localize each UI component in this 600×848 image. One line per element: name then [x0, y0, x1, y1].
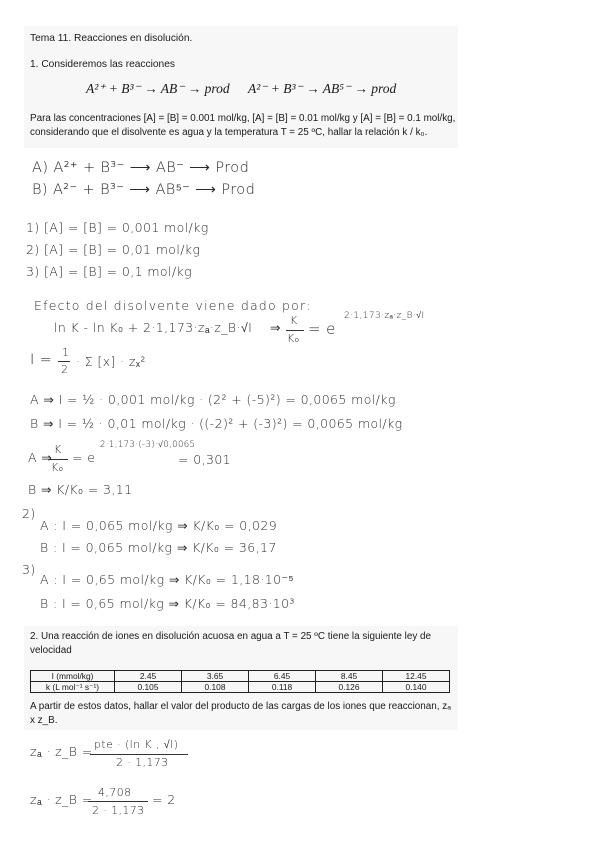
table-cell: 3.65	[182, 671, 249, 682]
table-row	[31, 682, 450, 693]
handwritten-calc-b: B ⇒ I = ½ · 0,01 mol/kg · ((-2)² + (-3)²) = 0,0065 mol/kg	[30, 416, 403, 431]
table-cell: 0.118	[249, 682, 316, 693]
table-cell: k (L mol⁻¹ s⁻¹)	[31, 682, 115, 693]
ratio-a-fraction-bar	[50, 459, 68, 460]
problem-2-line-2: velocidad	[30, 645, 72, 656]
problem-1-statement-line-1: Para las concentraciones [A] = [B] = 0.001 mol/kg, [A] = [B] = 0.01 mol/kg y [A] = [B] = 0.1 mol/kg,	[30, 113, 456, 124]
table-cell: 2.45	[115, 671, 182, 682]
handwritten-equation-a: A) A²⁺ + B³⁻ ⟶ AB⁻ ⟶ Prod	[32, 160, 250, 176]
table-cell: I (mmol/kg)	[31, 671, 115, 682]
handwritten-case-3-a: A : I = 0,65 mol/kg ⇒ K/K₀ = 1,18·10⁻⁵	[40, 572, 295, 587]
handwritten-calc-a: A ⇒ I = ½ · 0,001 mol/kg · (2² + (-5)²) = 0,0065 mol/kg	[30, 392, 396, 407]
handwritten-case-1: 1) [A] = [B] = 0,001 mol/kg	[26, 220, 209, 235]
handwritten-case-3: 3) [A] = [B] = 0,1 mol/kg	[26, 264, 192, 279]
handwritten-ratio-a-exponent: 2·1,173·(-3)·√0,0065	[100, 440, 196, 450]
handwritten-case-2-a: A : I = 0,065 mol/kg ⇒ K/K₀ = 0,029	[40, 518, 278, 533]
handwritten-case-2: 2) [A] = [B] = 0,01 mol/kg	[26, 242, 201, 257]
handwritten-ionic-half-den: 2	[61, 363, 69, 376]
problem-2-question-line-1: A partir de estos datos, hallar el valor del producto de las cargas de los iones que reaccionan, zₐ	[30, 701, 451, 712]
table-cell: 0.140	[383, 682, 450, 693]
handwritten-step-1-num: pte · (ln K , √I)	[94, 738, 179, 751]
table-cell: 0.126	[316, 682, 383, 693]
handwritten-solvent-effect: Efecto del disolvente viene dado por:	[34, 298, 312, 313]
table-cell: 12.45	[383, 671, 450, 682]
formula-fraction-bar	[286, 330, 304, 331]
handwritten-step-1-den: 2 · 1,173	[116, 756, 169, 769]
table-cell: 0.105	[115, 682, 182, 693]
table-cell: 8.45	[316, 671, 383, 682]
handwritten-ratio-a-eq: = e	[72, 450, 96, 465]
handwritten-case-3-b: B : I = 0,65 mol/kg ⇒ K/K₀ = 84,83·10³	[40, 596, 295, 611]
table-cell: 6.45	[249, 671, 316, 682]
handwritten-ionic-half-num: 1	[62, 346, 70, 359]
handwritten-ratio-a-prefix: A ⇒	[28, 450, 53, 465]
handwritten-step-2-result: = 2	[152, 792, 176, 807]
handwritten-step-2-den: 2 · 1,173	[92, 804, 145, 817]
handwritten-ratio-a-result: = 0,301	[178, 452, 232, 467]
problem-2-question-line-2: x z_B.	[30, 715, 58, 726]
handwritten-formula-lhs: ln K - ln K₀ + 2·1,173·zₐ·z_B·√I	[54, 320, 253, 335]
handwritten-label-2: 2)	[22, 506, 36, 521]
handwritten-step-2-num: 4,708	[98, 786, 132, 799]
step-1-fraction-bar	[90, 754, 188, 755]
ionic-half-bar	[58, 361, 70, 362]
handwritten-formula-frac-num: K	[290, 314, 298, 327]
table-row	[31, 671, 450, 682]
handwritten-ratio-a-num: K	[54, 443, 62, 456]
handwritten-formula-rhs: = e	[308, 320, 336, 338]
handwritten-ionic-strength-rhs: · Σ [x] · zₓ²	[76, 354, 146, 369]
handwritten-formula-arrow: ⇒	[270, 320, 281, 335]
handwritten-step-2-lhs: zₐ · z_B =	[30, 792, 93, 807]
reaction-1: A²⁺ + B³⁻ → AB⁻ → prod	[86, 81, 230, 96]
handwritten-step-1-lhs: zₐ · z_B =	[30, 744, 93, 759]
rate-data-table	[30, 670, 450, 693]
reaction-2: A²⁻ + B³⁻ → AB⁵⁻ → prod	[248, 81, 397, 96]
handwritten-formula-frac-den: K₀	[287, 332, 300, 345]
handwritten-formula-exponent: 2·1,173·zₐ·z_B·√I	[344, 311, 425, 321]
handwritten-label-3: 3)	[22, 562, 36, 577]
problem-1-statement-line-2: considerando que el disolvente es agua y la temperatura T = 25 ºC, hallar la relación k / k₀.	[30, 127, 428, 138]
handwritten-ionic-strength-lhs: I =	[30, 352, 53, 368]
handwritten-equation-b: B) A²⁻ + B³⁻ ⟶ AB⁵⁻ ⟶ Prod	[32, 182, 256, 198]
handwritten-case-2-b: B : I = 0,065 mol/kg ⇒ K/K₀ = 36,17	[40, 540, 277, 555]
step-2-fraction-bar	[88, 801, 148, 802]
problem-2-line-1: 2. Una reacción de iones en disolución acuosa en agua a T = 25 ºC tiene la siguiente ley de	[30, 631, 431, 642]
handwritten-ratio-b: B ⇒ K/K₀ = 3,11	[28, 482, 133, 497]
handwritten-ratio-a-den: K₀	[51, 461, 64, 474]
problem-1-intro: 1. Consideremos las reacciones	[30, 59, 175, 70]
page-header: Tema 11. Reacciones en disolución.	[30, 33, 193, 44]
table-cell: 0.108	[182, 682, 249, 693]
